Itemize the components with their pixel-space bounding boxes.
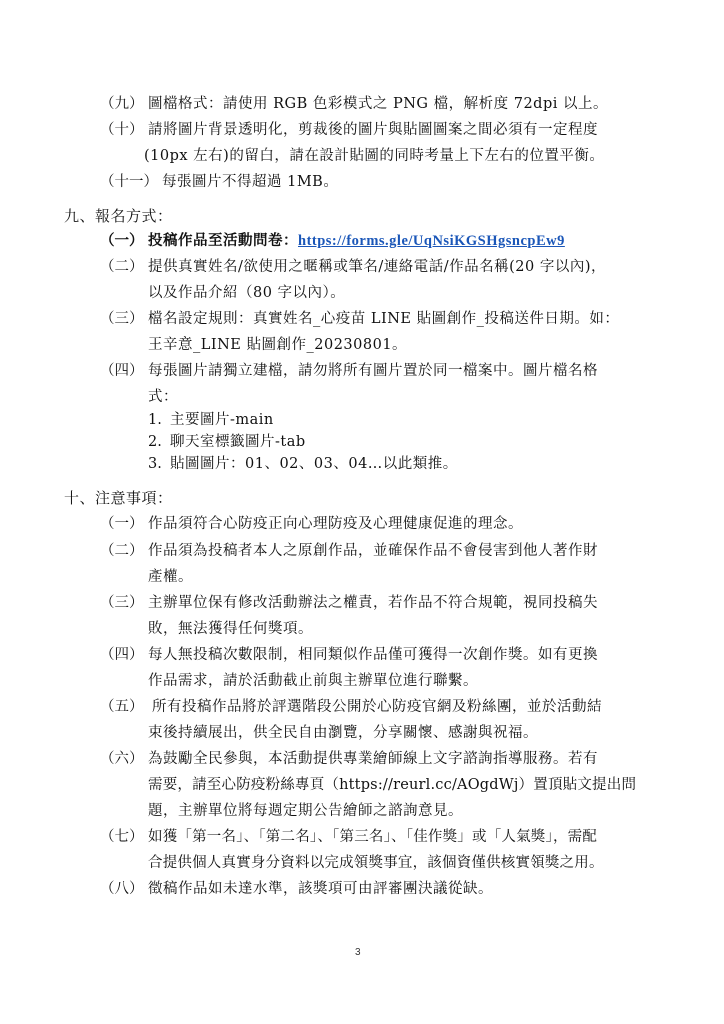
item-text: 產權。: [148, 569, 193, 585]
item-text: 徵稿作品如未達水準，該獎項可由評審團決議從缺。: [148, 881, 493, 897]
item-text: 束後持續展出，供全民自由瀏覽，分享關懷、感謝與祝福。: [148, 725, 538, 741]
item-marker: （一）: [100, 516, 144, 532]
item-text: 為鼓勵全民參與，本活動提供專業繪師線上文字諮詢指導服務。若有: [148, 751, 598, 767]
item-text: (10px 左右)的留白，請在設計貼圖的同時考量上下左右的位置平衡。: [144, 148, 605, 164]
item-text: 每人無投稿次數限制，相同類似作品僅可獲得一次創作獎。如有更換: [148, 647, 598, 663]
item-marker: （十一）: [100, 174, 158, 190]
item-text: 所有投稿作品將於評選階段公開於心防疫官網及粉絲團，並於活動結: [152, 699, 602, 715]
item-text: 作品須為投稿者本人之原創作品，並確保作品不會侵害到他人著作財: [148, 543, 598, 559]
list-number: 3.: [148, 456, 162, 472]
submission-label: [148, 230, 565, 252]
item-text: 主辦單位保有修改活動辦法之權責，若作品不符合規範，視同投稿失: [148, 595, 598, 611]
item-marker: （六）: [100, 751, 144, 767]
item-marker: （二）: [100, 259, 144, 275]
item-text: 作品需求，請於活動截止前與主辦單位進行聯繫。: [148, 673, 478, 689]
item-text: 如獲「第一名」、「第二名」、「第三名」、「佳作獎」或「人氣獎」，需配: [148, 829, 598, 845]
item-text: 請將圖片背景透明化，剪裁後的圖片與貼圖圖案之間必須有一定程度: [148, 122, 598, 138]
list-item: 聊天室標籤圖片-tab: [170, 434, 306, 450]
list-item: 貼圖圖片：01、02、03、04…以此類推。: [170, 456, 458, 472]
item-text: 王辛意_LINE 貼圖創作_20230801。: [148, 337, 408, 353]
section-heading: 十、注意事項：: [64, 489, 173, 507]
item-text: 題，主辦單位將每週定期公告繪師之諮詢意見。: [148, 803, 463, 819]
item-marker: （三）: [100, 311, 144, 327]
item-text: 每張圖片請獨立建檔，請勿將所有圖片置於同一檔案中。圖片檔名格: [148, 363, 598, 379]
item-text: 每張圖片不得超過 1MB。: [162, 174, 339, 190]
item-marker: （一）: [100, 232, 144, 249]
section-heading: 九、報名方式：: [64, 207, 173, 225]
item-text: 式：: [148, 389, 178, 405]
page-number: 3: [355, 947, 361, 958]
list-item: 主要圖片-main: [170, 412, 274, 428]
list-number: 1.: [148, 412, 162, 428]
list-number: 2.: [148, 434, 162, 450]
item-marker: （十）: [100, 122, 144, 138]
item-marker: （九）: [100, 96, 144, 112]
item-text: 檔名設定規則：真實姓名_心疫苗 LINE 貼圖創作_投稿送件日期。如：: [148, 311, 620, 327]
item-marker: （二）: [100, 543, 144, 559]
item-marker: （七）: [100, 829, 144, 845]
item-marker: （五）: [100, 699, 144, 715]
submission-label-text: 投稿作品至活動問卷：: [148, 232, 298, 249]
item-text: 圖檔格式：請使用 RGB 色彩模式之 PNG 檔，解析度 72dpi 以上。: [148, 96, 608, 112]
item-marker: （三）: [100, 595, 144, 611]
item-text: 敗，無法獲得任何獎項。: [148, 621, 313, 637]
submission-form-link[interactable]: https://forms.gle/UqNsiKGSHgsncpEw9: [298, 233, 565, 249]
item-text: 提供真實姓名/欲使用之暱稱或筆名/連絡電話/作品名稱(20 字以內)，: [148, 259, 607, 275]
item-marker: （四）: [100, 647, 144, 663]
item-marker: （四）: [100, 363, 144, 379]
item-text: 需要，請至心防疫粉絲專頁（https://reurl.cc/AOgdWj）置頂貼文提出問: [148, 777, 637, 793]
item-marker: （八）: [100, 881, 144, 897]
item-text: 作品須符合心防疫正向心理防疫及心理健康促進的理念。: [148, 516, 523, 532]
item-text: 合提供個人真實身分資料以完成領獎事宜，該個資僅供核實領獎之用。: [148, 855, 604, 871]
item-text: 以及作品介紹（80 字以內）。: [148, 285, 346, 301]
